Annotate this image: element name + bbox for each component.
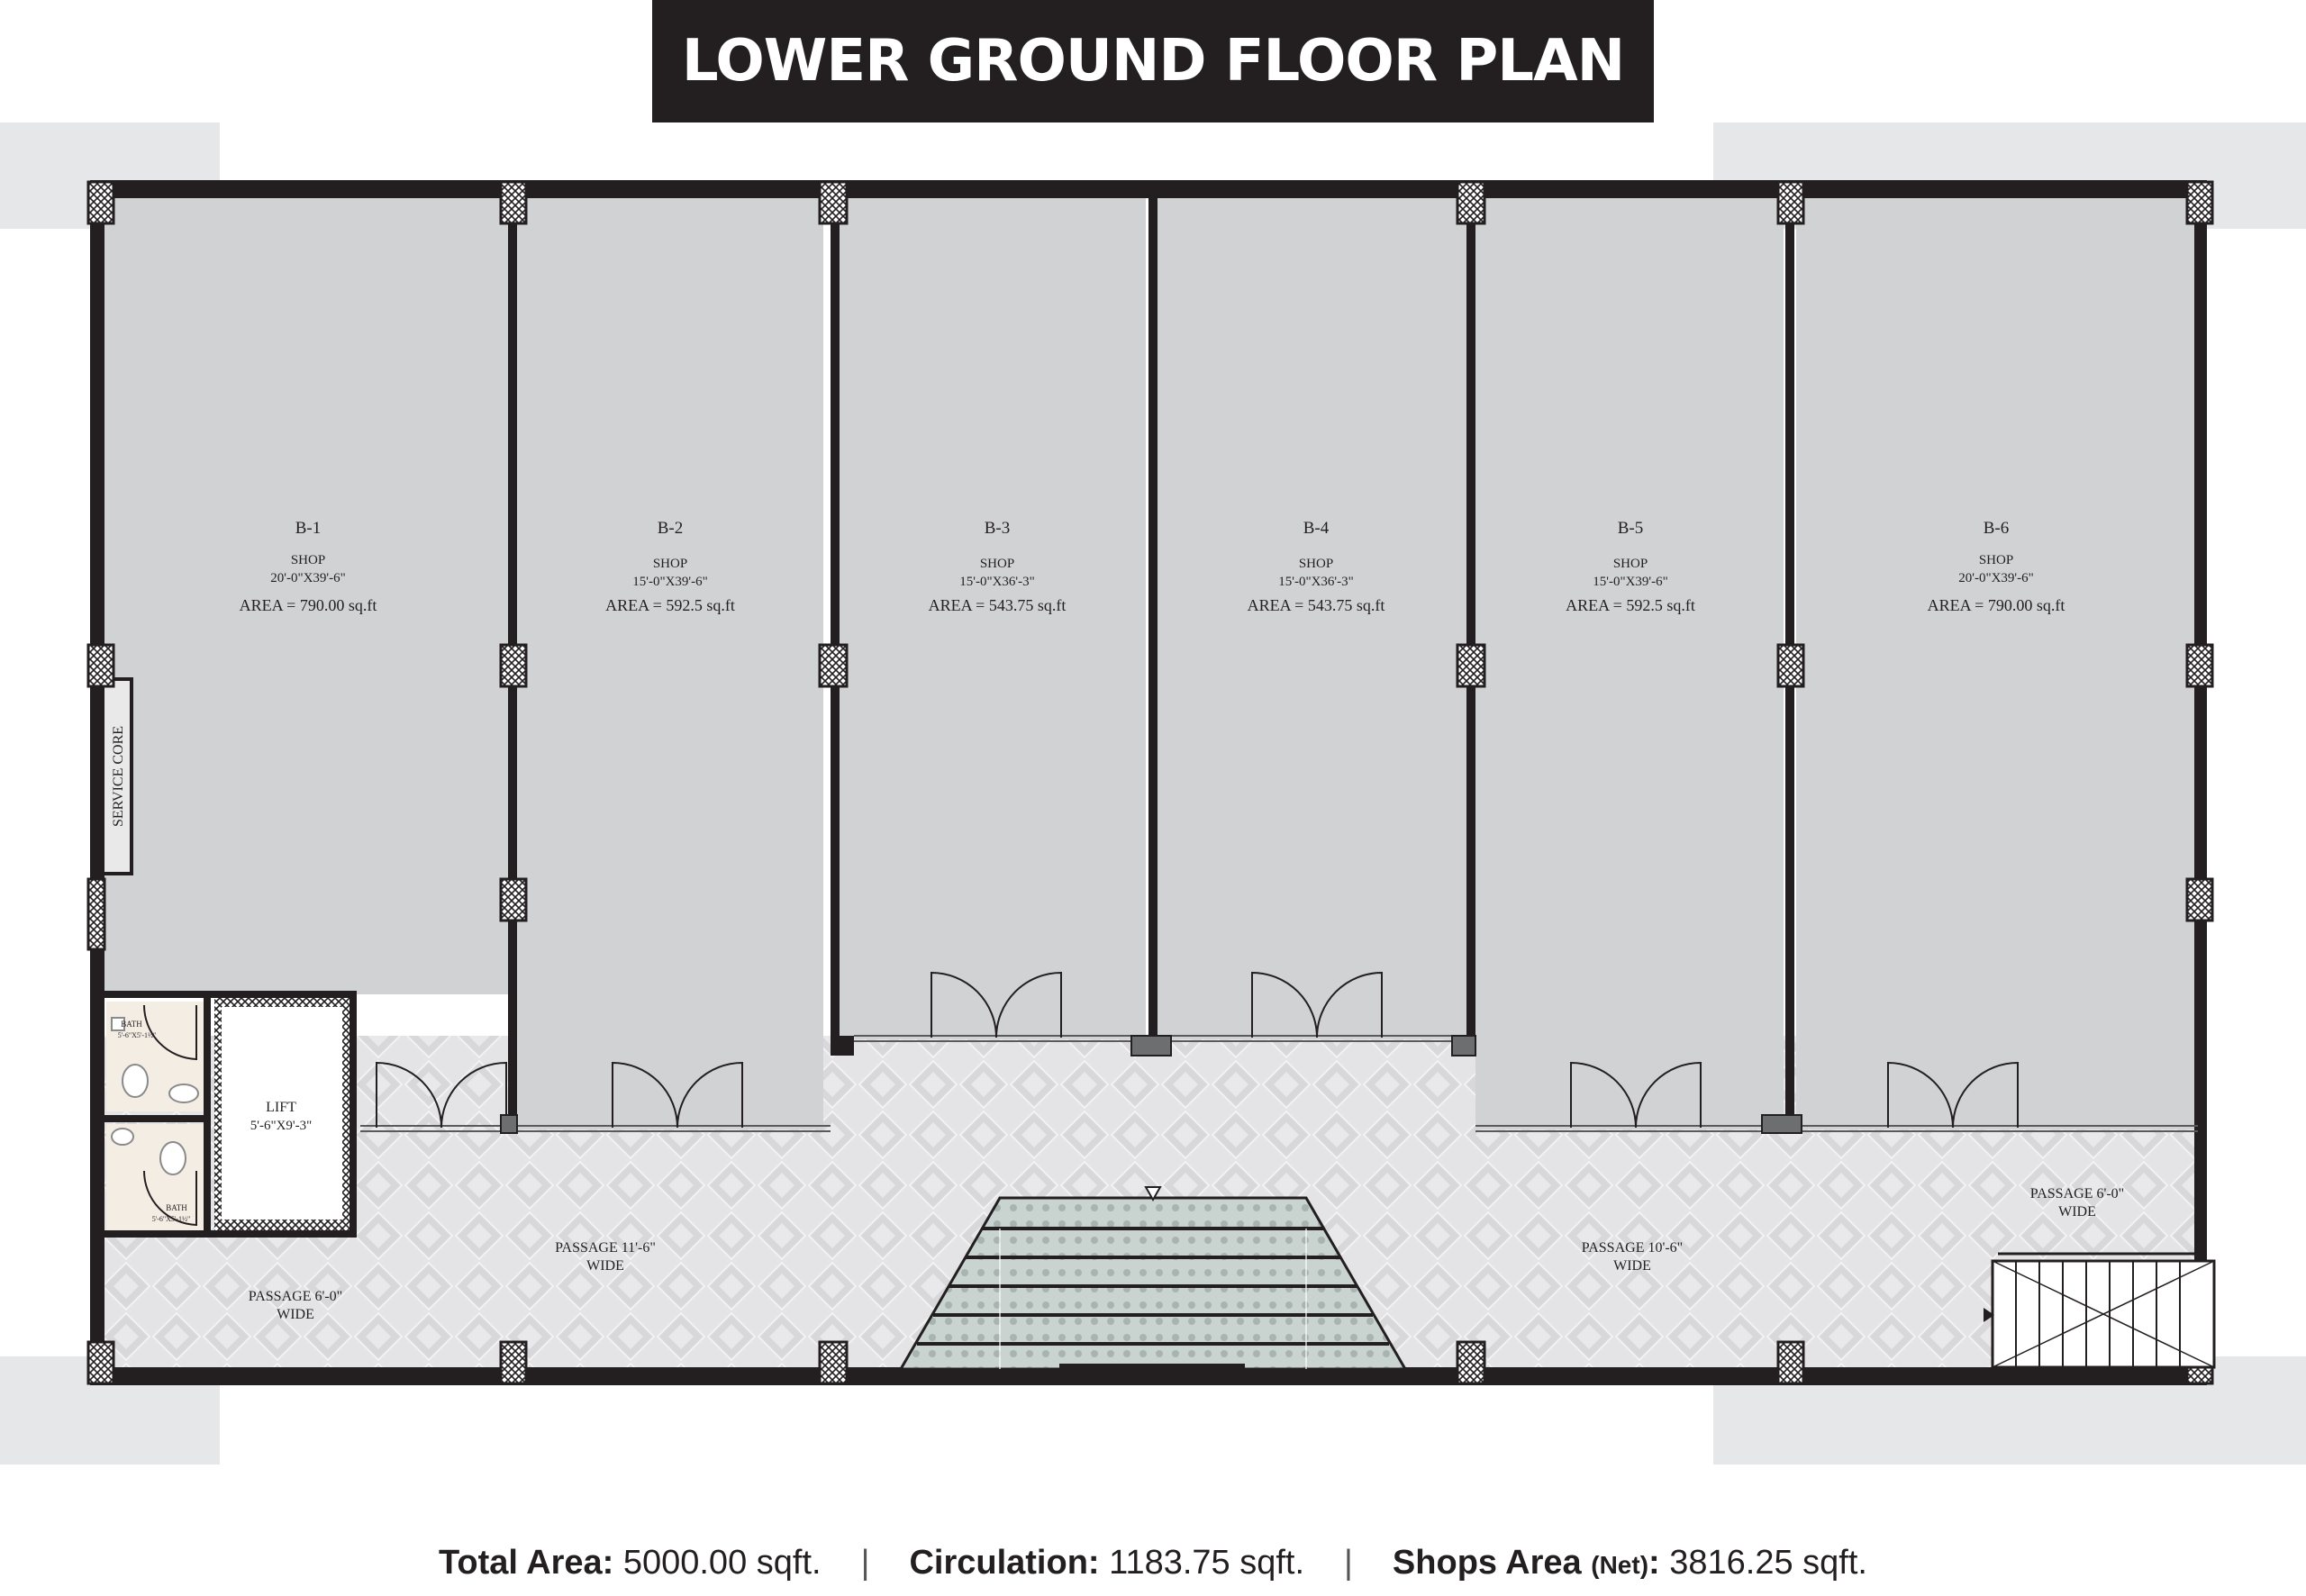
shop-id-b1: B-1 bbox=[295, 519, 322, 538]
separator: | bbox=[860, 1543, 870, 1582]
shop-type-b6: SHOP bbox=[1978, 553, 2014, 567]
shops-area-colon: : bbox=[1648, 1543, 1660, 1582]
shop-floor-b1 bbox=[103, 193, 512, 994]
post bbox=[501, 1115, 517, 1133]
wall-b3-b4 bbox=[1148, 193, 1158, 1039]
wall-service-right bbox=[350, 991, 357, 1234]
wc-icon bbox=[160, 1142, 186, 1174]
wall-b3-corner bbox=[831, 1036, 854, 1056]
shop-type-b2: SHOP bbox=[652, 557, 688, 571]
total-area-label: Total Area: bbox=[439, 1543, 614, 1582]
column bbox=[501, 182, 526, 223]
wall-service-bottom bbox=[103, 1230, 357, 1238]
passage-floor-upper bbox=[840, 1045, 1470, 1135]
shop-type-b3: SHOP bbox=[979, 557, 1015, 571]
lift-dims: 5'-6"X9'-3" bbox=[250, 1119, 313, 1133]
shop-id-b2: B-2 bbox=[657, 519, 684, 538]
wall-b2-b3 bbox=[831, 193, 840, 1043]
shop-dims-b5: 15'-0"X39'-6" bbox=[1593, 575, 1668, 589]
column bbox=[820, 1342, 847, 1383]
shop-floor-b2 bbox=[517, 193, 823, 1129]
circulation-area bbox=[909, 1544, 1304, 1582]
passage-4-line1: PASSAGE 6'-0" bbox=[2029, 1186, 2125, 1202]
shop-dims-b1: 20'-0"X39'-6" bbox=[270, 571, 346, 585]
shop-id-b5: B-5 bbox=[1617, 519, 1644, 538]
wall-service-top bbox=[103, 991, 357, 998]
shop-id-b4: B-4 bbox=[1303, 519, 1330, 538]
shop-dims-b3: 15'-0"X36'-3" bbox=[959, 575, 1035, 589]
wall-bath-split bbox=[103, 1115, 207, 1122]
shop-type-b4: SHOP bbox=[1298, 557, 1334, 571]
shops-area-net: (Net) bbox=[1591, 1550, 1649, 1579]
column bbox=[501, 645, 526, 686]
shops-area-label: Shops Area bbox=[1392, 1543, 1592, 1582]
passage-3-line1: PASSAGE 10'-6" bbox=[1581, 1240, 1684, 1256]
post bbox=[1452, 1036, 1475, 1056]
column bbox=[820, 182, 847, 223]
total-area-value: 5000.00 sqft. bbox=[613, 1543, 822, 1582]
circulation-value: 1183.75 sqft. bbox=[1099, 1543, 1305, 1582]
shop-dims-b4: 15'-0"X36'-3" bbox=[1278, 575, 1354, 589]
column bbox=[88, 879, 104, 949]
wc-icon bbox=[123, 1065, 148, 1097]
shops-area-value: 3816.25 sqft. bbox=[1659, 1543, 1867, 1582]
post bbox=[1762, 1115, 1802, 1133]
shop-area-b5: AREA = 592.5 sq.ft bbox=[1566, 596, 1695, 614]
separator: | bbox=[1344, 1543, 1353, 1582]
wall-left bbox=[90, 180, 104, 1385]
column bbox=[501, 1342, 526, 1383]
passage-1-line1: PASSAGE 6'-0" bbox=[248, 1289, 343, 1304]
shop-floor-b5 bbox=[1475, 193, 1784, 1129]
wall-bath-lift bbox=[204, 994, 211, 1234]
column bbox=[1778, 1342, 1803, 1383]
shop-area-b3: AREA = 543.75 sq.ft bbox=[928, 596, 1067, 614]
passage-2-line2: WIDE bbox=[586, 1258, 624, 1274]
wall-b4-b5 bbox=[1466, 193, 1475, 1039]
shop-area-b2: AREA = 592.5 sq.ft bbox=[605, 596, 735, 614]
shop-floor-b3 bbox=[838, 193, 1146, 1039]
shop-area-b1: AREA = 790.00 sq.ft bbox=[239, 596, 377, 614]
passage-1-line2: WIDE bbox=[277, 1307, 314, 1322]
column bbox=[2187, 645, 2212, 686]
shop-area-b4: AREA = 543.75 sq.ft bbox=[1247, 596, 1385, 614]
column bbox=[1457, 182, 1484, 223]
total-area bbox=[439, 1544, 822, 1582]
column bbox=[501, 879, 526, 920]
staircase bbox=[1984, 1254, 2214, 1367]
column bbox=[1778, 182, 1803, 223]
bath-bottom-label: BATH bbox=[166, 1203, 187, 1212]
basin-icon bbox=[112, 1129, 133, 1145]
shop-type-b1: SHOP bbox=[290, 553, 326, 567]
wall-right bbox=[2194, 180, 2207, 1261]
shop-floor-b6 bbox=[1796, 193, 2198, 1129]
basin-icon bbox=[169, 1084, 198, 1102]
column bbox=[2187, 879, 2212, 920]
shop-type-b5: SHOP bbox=[1612, 557, 1648, 571]
bath-bottom-dims: 5'-6"X5'-1½" bbox=[151, 1215, 191, 1223]
column bbox=[2187, 182, 2212, 223]
lift-label: LIFT bbox=[266, 1100, 296, 1115]
circulation-label: Circulation: bbox=[909, 1543, 1100, 1582]
shop-id-b6: B-6 bbox=[1983, 519, 2010, 538]
shop-floor-b4 bbox=[1157, 193, 1470, 1039]
column bbox=[88, 182, 113, 223]
passage-2-line1: PASSAGE 11'-6" bbox=[555, 1240, 656, 1256]
plan-title: LOWER GROUND FLOOR PLAN bbox=[652, 0, 1654, 122]
column bbox=[88, 1342, 113, 1383]
steps-base bbox=[1059, 1364, 1245, 1371]
shops-area bbox=[1393, 1544, 1867, 1582]
area-summary bbox=[0, 1531, 2306, 1594]
passage-4-line2: WIDE bbox=[2058, 1204, 2096, 1220]
passage-3-line2: WIDE bbox=[1613, 1258, 1651, 1274]
post bbox=[1131, 1036, 1171, 1056]
column bbox=[1457, 645, 1484, 686]
shop-id-b3: B-3 bbox=[984, 519, 1011, 538]
service-core-label: SERVICE CORE bbox=[111, 725, 126, 828]
column bbox=[88, 645, 113, 686]
bath-top-label: BATH bbox=[121, 1020, 142, 1029]
column bbox=[1457, 1342, 1484, 1383]
bath-top-dims: 5'-6"X5'-1½" bbox=[117, 1031, 157, 1039]
shop-dims-b6: 20'-0"X39'-6" bbox=[1958, 571, 2034, 585]
shop-area-b6: AREA = 790.00 sq.ft bbox=[1927, 596, 2065, 614]
column bbox=[820, 645, 847, 686]
shop-dims-b2: 15'-0"X39'-6" bbox=[632, 575, 708, 589]
column bbox=[1778, 645, 1803, 686]
